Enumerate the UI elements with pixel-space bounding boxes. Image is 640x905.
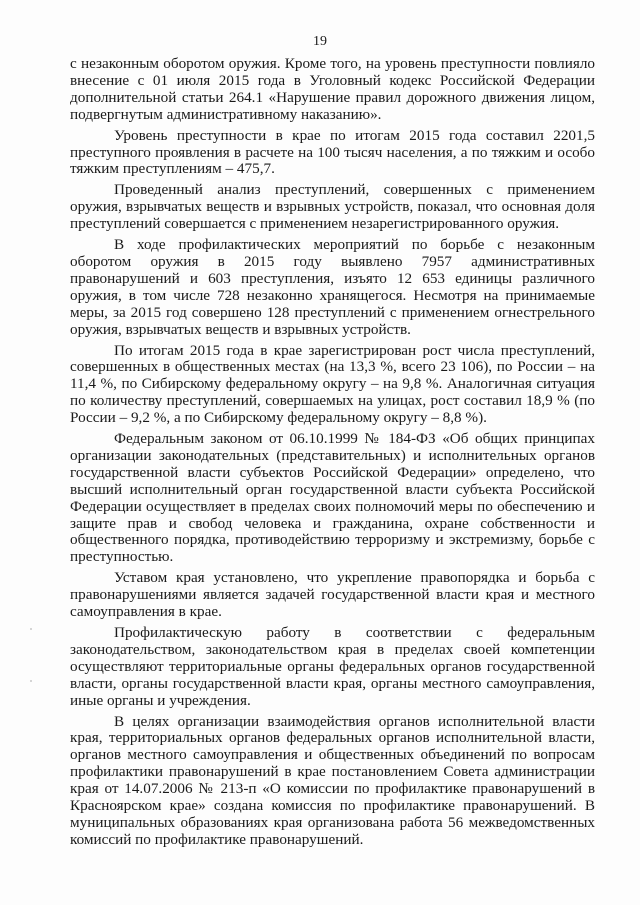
paragraph-prevention-work: Профилактическую работу в соответствии с федеральным законодательством, законодательством края в пределах своей компетенции осуществляют территориальные органы федеральных органов государственной власти, органы государственной власти края, органы местного самоуправления, иные органы и учреждения.	[70, 624, 595, 709]
paragraph-commission: В целях организации взаимодействия органов исполнительной власти края, территориальных органов федеральных органов исполнительной власти, органов местного самоуправления и общественных объединений по вопросам профилактики правонарушений в крае постановлением Совета администрации края от 14.07.2006 № 213-п «О комиссии по профилактике правонарушений в Красноярском крае» создана комиссия по профилактике правонарушений. В муниципальных образованиях края организована работа 56 межведомственных комиссий по профилактике правонарушений.	[70, 712, 595, 848]
page-number: 19	[313, 34, 327, 49]
paragraph-federal-law: Федеральным законом от 06.10.1999 № 184-ФЗ «Об общих принципах организации законодательных (представительных) и исполнительных органов государственной власти субъектов Российской Федерации» определено, что высший исполнительный орган государственной власти субъекта Российской Федерации осуществляет в пределах своих полномочий меры по обеспечению и защите прав и свобод человека и гражданина, охране собственности и общественного порядка, противодействию терроризму и экстремизму, борьбе с преступностью.	[70, 430, 595, 566]
paragraph-firearms-trafficking: с незаконным оборотом оружия. Кроме того, на уровень преступности повлияло внесение с 01 июля 2015 года в Уголовный кодекс Российской Федерации дополнительной статьи 264.1 «Нарушение правил дорожного движения лицом, подвергнутым административному наказанию».	[70, 55, 595, 123]
scan-speck	[30, 628, 32, 630]
paragraph-weapons-analysis: Проведенный анализ преступлений, совершенных с применением оружия, взрывчатых веществ и взрывных устройств, показал, что основная доля преступлений совершается с применением незарегистрированного оружия.	[70, 181, 595, 233]
paragraph-crime-rate: Уровень преступности в крае по итогам 2015 года составил 2201,5 преступного проявления в расчете на 100 тысяч населения, а по тяжким и особо тяжким преступлениям – 475,7.	[70, 126, 595, 178]
body-text	[70, 56, 595, 849]
paragraph-public-places: По итогам 2015 года в крае зарегистрирован рост числа преступлений, совершенных в общественных местах (на 13,3 %, всего 23 106), по России – на 11,4 %, по Сибирскому федеральному округу – на 9,8 %. Аналогичная ситуация по количеству преступлений, совершаемых на улицах, рост составил 18,9 % (по России – 9,2 %, а по Сибирскому федеральному округу – 8,8 %).	[70, 341, 595, 427]
paragraph-prevention-measures: В ходе профилактических мероприятий по борьбе с незаконным оборотом оружия в 2015 году выявлено 7957 административных правонарушений и 603 преступления, изъято 12 653 единицы различного оружия, в том числе 728 незаконно хранящегося. Несмотря на принимаемые меры, за 2015 год совершено 128 преступлений с применением огнестрельного оружия, взрывчатых веществ и взрывных устройств.	[70, 236, 595, 338]
scan-speck	[30, 680, 32, 682]
paragraph-regional-charter: Уставом края установлено, что укрепление правопорядка и борьба с правонарушениями является задачей государственной власти края и местного самоуправления в крае.	[70, 569, 595, 621]
